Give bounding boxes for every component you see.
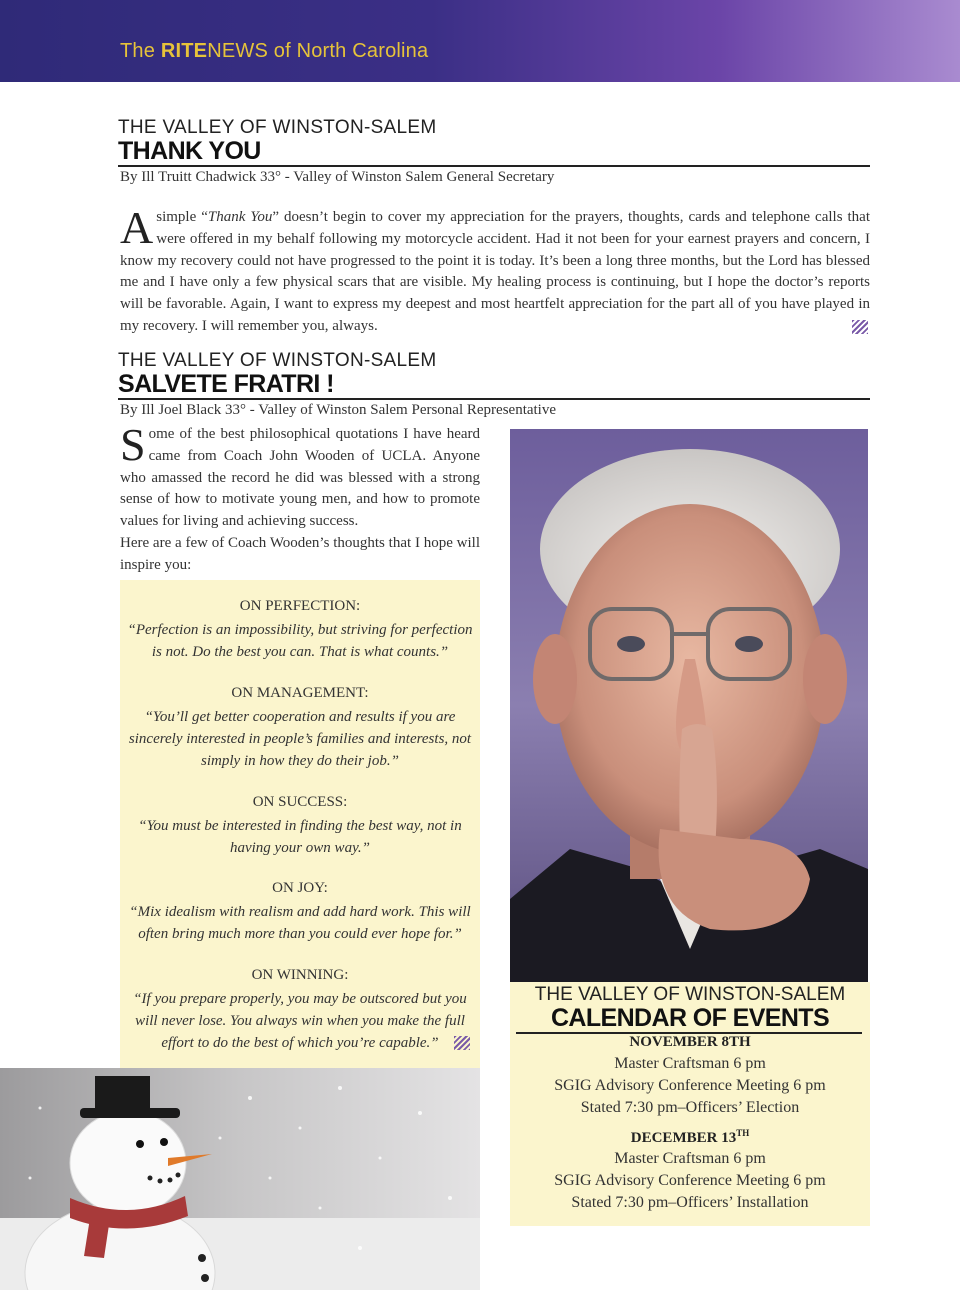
quote-text: “Perfection is an impossibility, but striving for perfection is not. Do the best you can. That is what counts.” <box>127 622 473 660</box>
article2-rule <box>118 398 870 400</box>
end-mark-icon <box>852 320 868 334</box>
quote-text: “Mix idealism with realism and add hard work. This will often bring much more than you could ever hope for.” <box>129 904 471 942</box>
quote-heading: ON SUCCESS: <box>252 794 348 810</box>
event-line: Stated 7:30 pm–Officers’ Installation <box>571 1194 809 1211</box>
quote-text: “You’ll get better cooperation and results if you are sincerely interested in people’s families and interests, not simply in how they do their job.” <box>128 709 472 769</box>
quote-heading: ON WINNING: <box>251 967 349 983</box>
quote-heading: ON MANAGEMENT: <box>231 685 369 701</box>
event-line: Master Craftsman 6 pm <box>614 1150 766 1167</box>
article2-title: SALVETE FRATRI ! <box>118 370 334 398</box>
quote-text: “If you prepare properly, you may be outscored but you will never lose. You always win when you make the full effort to do the best of which you’re capable.” <box>133 991 467 1051</box>
end-mark-icon <box>454 1036 470 1050</box>
snowman-photo <box>0 1068 480 1290</box>
article2-kicker: THE VALLEY OF WINSTON-SALEM <box>118 350 437 371</box>
article1-kicker: THE VALLEY OF WINSTON-SALEM <box>118 117 437 138</box>
publication-title: The RITENEWS of North Carolina <box>120 40 429 62</box>
event-line: SGIG Advisory Conference Meeting 6 pm <box>554 1172 826 1189</box>
calendar-title: CALENDAR OF EVENTS <box>550 1004 830 1032</box>
article2-body: Some of the best philosophical quotations I have heard came from Coach John Wooden of UCLA. Anyone who amassed the record he did was blessed with a strong sense of how to motivate young men, and how to promote values for living and achieving success. Here are a few of Coach Wooden’s thoughts that I hope will inspire you: <box>120 419 480 573</box>
article1-dropcap: A <box>120 202 154 253</box>
article1-title: THANK YOU <box>118 137 261 165</box>
calendar-kicker: THE VALLEY OF WINSTON-SALEM <box>534 984 846 1005</box>
quote-text: “You must be interested in finding the best way, not in having your own way.” <box>138 818 462 856</box>
article1-rule <box>118 165 870 167</box>
event-date: DECEMBER 13TH <box>630 1128 750 1146</box>
article2-dropcap: S <box>120 419 146 470</box>
event-line: Master Craftsman 6 pm <box>614 1055 766 1072</box>
article1-body: A simple “Thank You” doesn’t begin to cover my appreciation for the prayers, thoughts, cards and telephone calls that were offered in my behalf following my motorcycle accident. Had it not been for your earnest prayers and concern, I know my recovery could not have progressed to the point it is today. It’s been a long three months, but the Lord has blessed me and I have only a few physical scars that are visible. My healing process is continuing, but I hope the doctor’s reports will be favorable. Again, I want to express my deepest and most heartfelt appreciation for the part all of you have played in my recovery. I will remember you, always. <box>120 202 871 334</box>
quotes-box <box>120 580 480 1068</box>
event-date: NOVEMBER 8TH <box>629 1034 751 1050</box>
quote-heading: ON PERFECTION: <box>239 598 361 614</box>
event-line: SGIG Advisory Conference Meeting 6 pm <box>554 1077 826 1094</box>
article2-byline: By Ill Joel Black 33° - Valley of Winston Salem Personal Representative <box>120 402 557 418</box>
event-line: Stated 7:30 pm–Officers’ Election <box>580 1099 800 1116</box>
quote-heading: ON JOY: <box>272 880 328 896</box>
coach-wooden-photo <box>510 429 868 982</box>
article1-byline: By Ill Truitt Chadwick 33° - Valley of Winston Salem General Secretary <box>120 169 555 185</box>
article2-intro: Here are a few of Coach Wooden’s thoughts that I hope will inspire you: <box>120 534 480 573</box>
header-banner <box>0 0 960 82</box>
calendar-box <box>510 982 870 1226</box>
